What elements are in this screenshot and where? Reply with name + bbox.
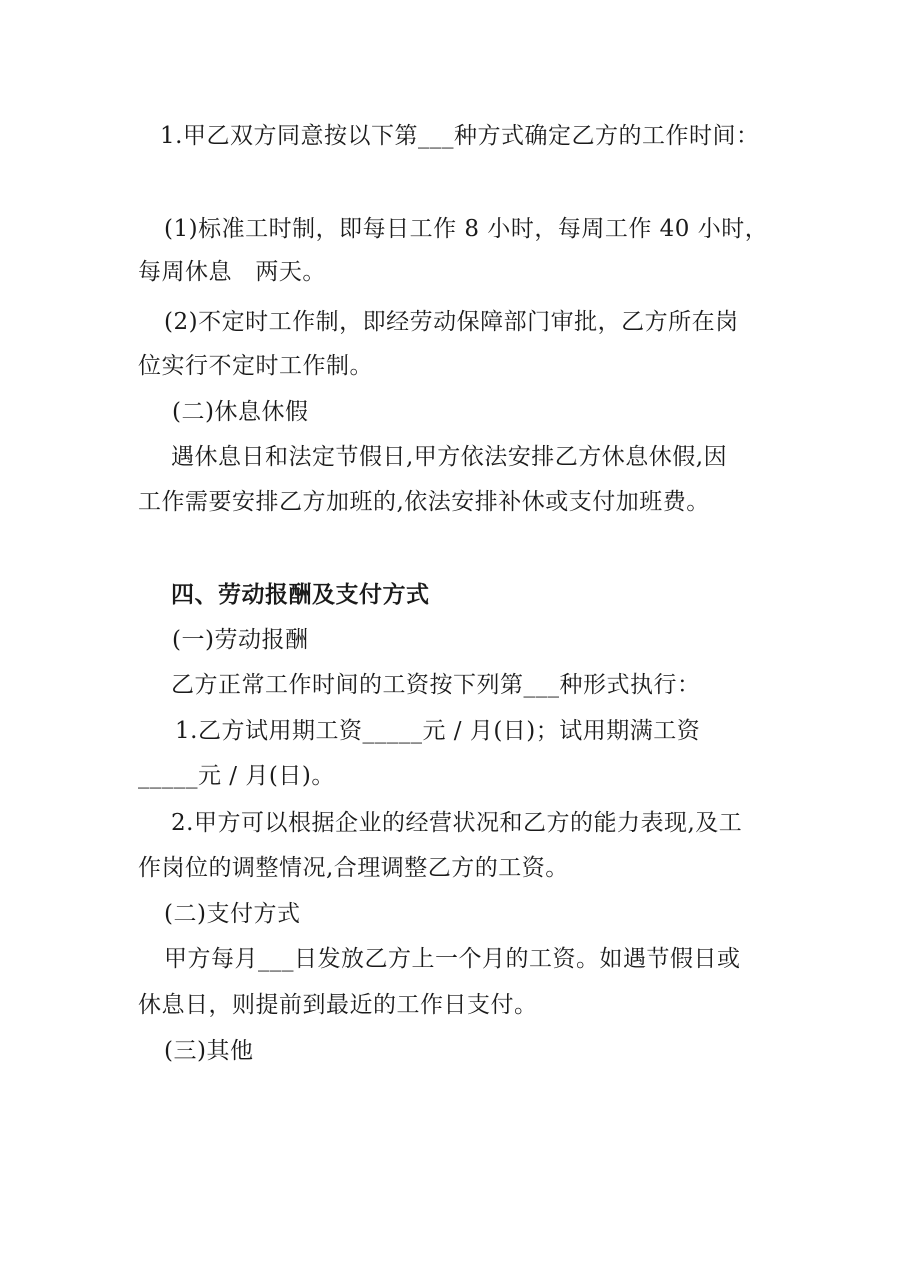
standard-hours-line-2: 每周休息 两天。: [138, 259, 326, 285]
payday-clause-line-2: 休息日，则提前到最近的工作日支付。: [138, 992, 538, 1018]
probation-salary-line-2: _____元 / 月(日)。: [138, 763, 335, 789]
flexible-hours-line-1: (2)不定时工作制，即经劳动保障部门审批，乙方所在岗: [164, 309, 739, 335]
salary-adjust-line-2: 作岗位的调整情况,合理调整乙方的工资。: [138, 855, 569, 881]
payday-clause-line-1: 甲方每月___日发放乙方上一个月的工资。如遇节假日或: [164, 946, 741, 972]
other-heading: (三)其他: [164, 1038, 254, 1064]
payment-method-heading: (二)支付方式: [164, 901, 301, 927]
flexible-hours-line-2: 位实行不定时工作制。: [138, 353, 373, 379]
section-4-heading: 四、劳动报酬及支付方式: [171, 582, 430, 608]
holiday-clause-line-2: 工作需要安排乙方加班的,依法安排补休或支付加班费。: [138, 489, 710, 515]
remuneration-heading: (一)劳动报酬: [172, 627, 309, 653]
salary-adjust-line-1: 2.甲方可以根据企业的经营状况和乙方的能力表现,及工: [171, 810, 743, 836]
salary-form-clause: 乙方正常工作时间的工资按下列第___种形式执行：: [171, 672, 701, 698]
rest-leave-heading: (二)休息休假: [172, 399, 309, 425]
probation-salary-line-1: 1.乙方试用期工资_____元 / 月(日)；试用期满工资: [175, 718, 701, 744]
work-time-clause: 1.甲乙双方同意按以下第___种方式确定乙方的工作时间：: [160, 123, 760, 149]
holiday-clause-line-1: 遇休息日和法定节假日,甲方依法安排乙方休息休假,因: [171, 444, 728, 470]
standard-hours-line-1: (1)标准工时制，即每日工作 8 小时，每周工作 40 小时，: [164, 216, 769, 242]
